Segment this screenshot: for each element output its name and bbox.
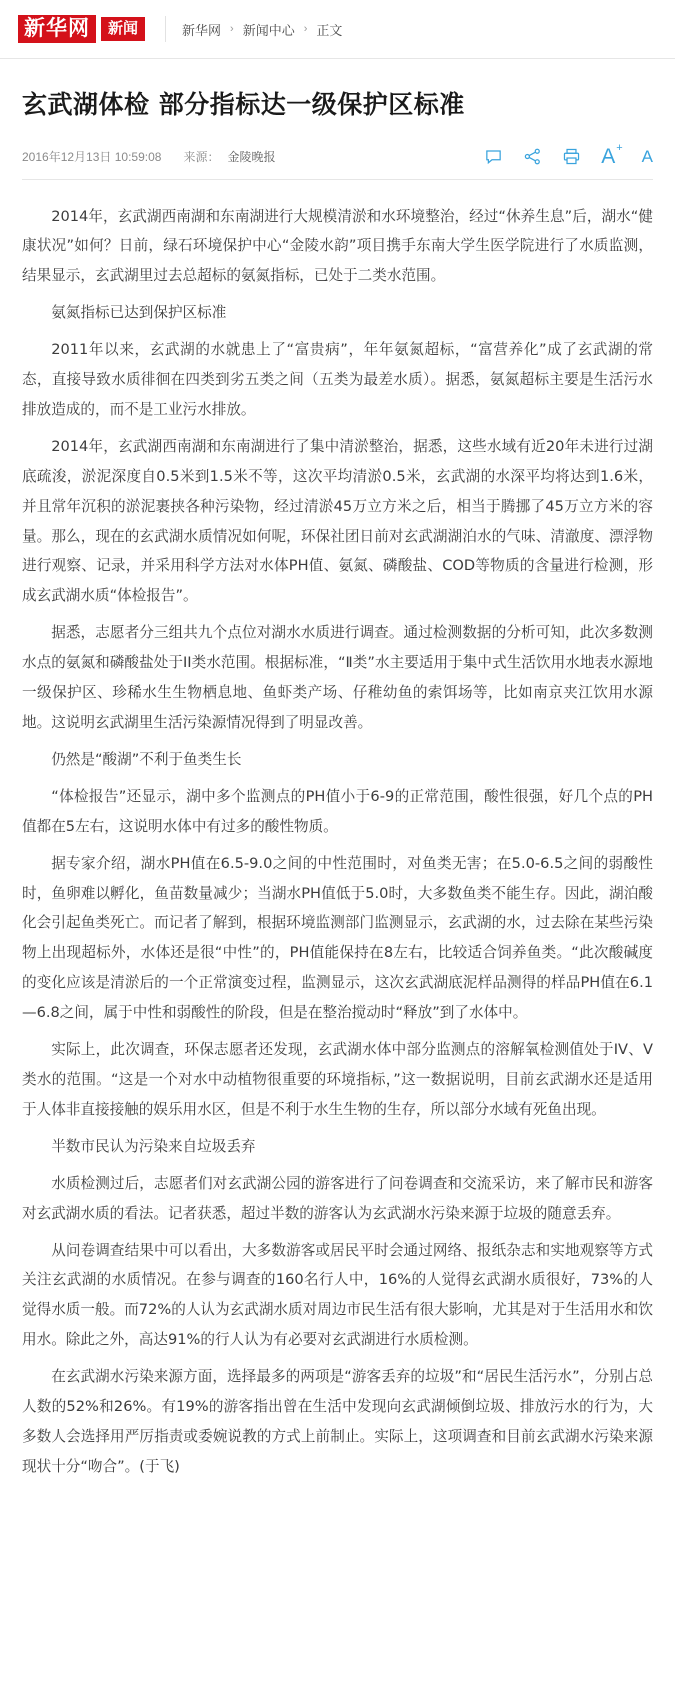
font-decrease-button[interactable]: A xyxy=(641,146,653,166)
logo-sub-text: 新闻 xyxy=(101,17,145,41)
article-paragraph: 2014年，玄武湖西南湖和东南湖进行了集中清淤整治，据悉，这些水域有近20年未进行过湖底疏浚，淤泥深度自0.5米到1.5米不等，这次平均清淤0.5米，玄武湖的水深平均将达到1.6米，并且常年沉积的淤泥裹挟各种污染物，经过清淤45万立方米之后，相当于腾挪了45万立方米的容量。那么，现在的玄武湖水质情况如何呢，环保社团日前对玄武湖湖泊水的气味、清澈度、漂浮物进行观察、记录，并采用科学方法对水体PH值、氨氮、磷酸盐、COD等物质的含量进行检测，形成玄武湖水质“体检报告”。 xyxy=(22,437,653,605)
publish-date: 2016年12月13日 10:59:08 xyxy=(22,149,162,164)
source-label: 来源： xyxy=(183,149,220,164)
article-paragraph: “体检报告”还显示，湖中多个监测点的PH值小于6-9的正常范围，酸性很强，好几个点的PH值都在5左右，这说明水体中有过多的酸性物质。 xyxy=(22,787,653,835)
article-paragraph: 2011年以来，玄武湖的水就患上了“富贵病”，年年氨氮超标，“富营养化”成了玄武湖的常态，直接导致水质徘徊在四类到劣五类之间（五类为最差水质）。据悉，氨氮超标主要是生活污水排放造成的，而不是工业污水排放。 xyxy=(22,341,653,418)
print-icon[interactable] xyxy=(562,147,581,166)
article-paragraph: 实际上，此次调查，环保志愿者还发现，玄武湖水体中部分监测点的溶解氧检测值处于IV、V类水的范围。“这是一个对水中动植物很重要的环境指标，”这一数据说明，目前玄武湖水还是适用于人体非直接接触的娱乐用水区，但是不利于水生生物的生存，所以部分水域有死鱼出现。 xyxy=(22,1041,653,1118)
article-paragraph: 在玄武湖水污染来源方面，选择最多的两项是“游客丢弃的垃圾”和“居民生活污水”，分别占总人数的52%和26%。有19%的游客指出曾在生活中发现向玄武湖倾倒垃圾、排放污水的行为，大多数人会选择用严厉指责或委婉说教的方式上前制止。实际上，这项调查和目前玄武湖水污染来源现状十分“吻合”。(于飞) xyxy=(22,1368,653,1475)
comment-icon[interactable] xyxy=(484,147,503,166)
article-container xyxy=(0,89,675,1482)
source-name[interactable]: 金陵晚报 xyxy=(227,149,276,164)
breadcrumb-item-current: 正文 xyxy=(316,22,343,38)
article-tools xyxy=(484,141,653,168)
article-paragraph: 据专家介绍，湖水PH值在6.5-9.0之间的中性范围时，对鱼类无害；在5.0-6.5之间的弱酸性时，鱼卵难以孵化，鱼苗数量减少；当湖水PH值低于5.0时，大多数鱼类不能生存。因此，湖泊酸化会引起鱼类死亡。而记者了解到，根据环境监测部门监测显示，玄武湖的水，过去除在某些污染物上出现超标外，水体还是很“中性”的，PH值能保持在8左右，比较适合饲养鱼类。“此次酸碱度的变化应该是清淤后的一个正常演变过程，监测显示，这次玄武湖底泥样品测得的样品PH值在6.1—6.8之间，属于中性和弱酸性的阶段，但是在整治搅动时“释放”到了水体中。 xyxy=(22,854,653,1022)
article-paragraph: 据悉，志愿者分三组共九个点位对湖水水质进行调查。通过检测数据的分析可知，此次多数测水点的氨氮和磷酸盐处于II类水范围。根据标准，“Ⅱ类”水主要适用于集中式生活饮用水地表水源地一级保护区、珍稀水生生物栖息地、鱼虾类产场、仔稚幼鱼的索饵场等，比如南京夹江饮用水源地。这说明玄武湖里生活污染源情况得到了明显改善。 xyxy=(22,624,653,731)
header-rule xyxy=(0,58,675,59)
page-title: 玄武湖体检 部分指标达一级保护区标准 xyxy=(22,90,465,119)
breadcrumb xyxy=(182,20,342,39)
breadcrumb-item-home[interactable]: 新华网 xyxy=(182,22,222,38)
article-paragraph: 从问卷调查结果中可以看出，大多数游客或居民平时会通过网络、报纸杂志和实地观察等方式关注玄武湖的水质情况。在参与调查的160名行人中，16%的人觉得玄武湖水质很好，73%的人觉得水质一般。而72%的人认为玄武湖水质对周边市民生活有很大影响，尤其是对于生活用水和饮用水。除此之外，高达91%的行人认为有必要对玄武湖进行水质检测。 xyxy=(22,1241,653,1349)
chevron-right-icon: › xyxy=(303,23,308,35)
site-logo[interactable] xyxy=(18,15,145,43)
chevron-right-icon: › xyxy=(230,23,234,35)
article-subheading: 半数市民认为污染来自垃圾丢弃 xyxy=(51,1137,256,1155)
breadcrumb-item-news-center[interactable]: 新闻中心 xyxy=(242,22,295,38)
font-increase-button[interactable]: A+ xyxy=(601,141,623,168)
logo-main-text: 新华网 xyxy=(18,15,96,43)
article-body xyxy=(22,180,653,1482)
article-paragraph: 水质检测过后，志愿者们对玄武湖公园的游客进行了问卷调查和交流采访，来了解市民和游客对玄武湖水质的看法。记者获悉，超过半数的游客认为玄武湖水污染来源于垃圾的随意丢弃。 xyxy=(22,1174,653,1222)
share-icon[interactable] xyxy=(523,147,542,166)
article-meta xyxy=(22,141,653,179)
article-subheading: 仍然是“酸湖”不利于鱼类生长 xyxy=(51,750,242,768)
article-paragraph: 2014年，玄武湖西南湖和东南湖进行大规模清淤和水环境整治，经过“休养生息”后，湖水“健康状况”如何？日前，绿石环境保护中心“金陵水韵”项目携手东南大学生医学院进行了水质监测，结果显示，玄武湖里过去总超标的氨氮指标，已处于二类水范围。 xyxy=(22,207,653,285)
site-header xyxy=(0,0,675,58)
article-subheading: 氨氮指标已达到保护区标准 xyxy=(51,304,227,322)
header-divider xyxy=(165,16,166,42)
